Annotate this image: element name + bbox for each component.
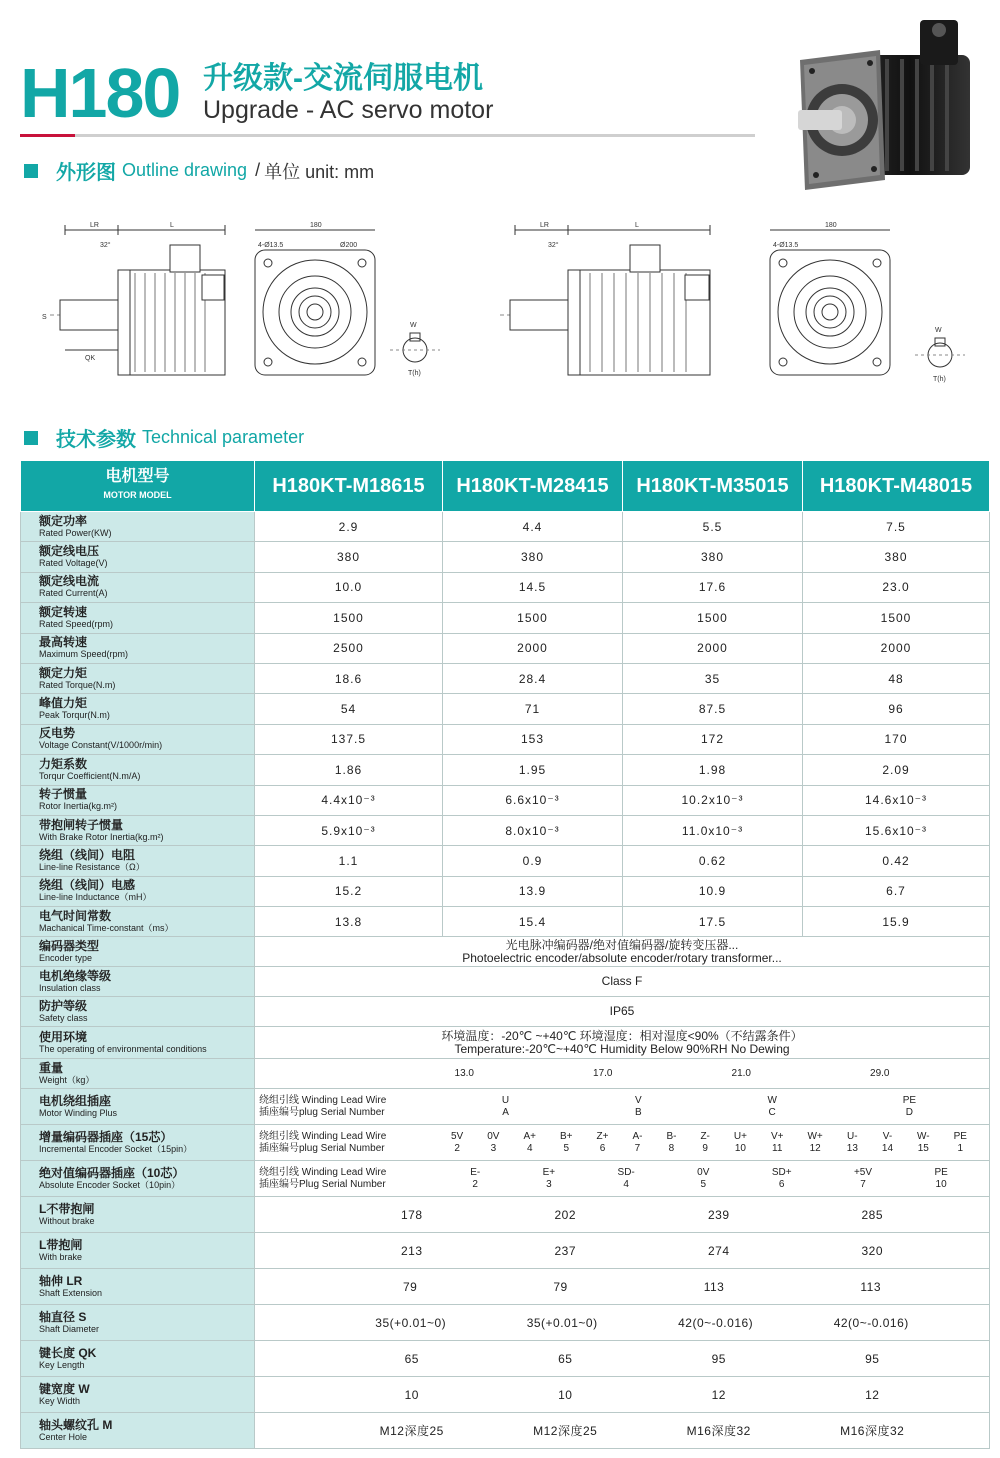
cell-value: 1.95 [443,755,623,785]
row-label: 绝对值编码器插座（10芯） Absolute Encoder Socket（10pin） [21,1161,255,1197]
cell-value: 0.9 [443,846,623,876]
dim-label-lr-2: LR [540,222,549,229]
spec-table [20,460,990,1449]
table-row [21,1377,990,1413]
cell-value: 48 [803,663,990,693]
cell-value: 1500 [255,603,443,633]
table-row [21,603,990,633]
front-view-drawing-2 [770,230,890,375]
cell-value: 87.5 [623,694,803,724]
dim-label-t-2: T(h) [933,376,946,383]
table-row [21,755,990,785]
header-divider [20,134,755,137]
pin-cell: 绕组引线 Winding Lead Wire 插座编号plug Serial Number U A V B W C PE D [255,1089,990,1125]
table-row [21,967,990,997]
outline-slash: / [255,160,261,180]
dim-label-qk-1: QK [85,355,96,362]
row-label: 最高转速 Maximum Speed(rpm) [21,633,255,663]
technical-section-title [24,423,304,452]
row-label: 绕组（线间）电感 Line-line Inductance（mH） [21,876,255,906]
cell-value: 0.42 [803,846,990,876]
row-label: 轴直径 S Shaft Diameter [21,1305,255,1341]
cell-value: 13.0 17.0 21.0 29.0 [255,1059,990,1089]
cell-value: IP65 [255,997,990,1027]
technical-title-cn: 技术参数 [56,429,136,451]
cell-value: 380 [443,542,623,572]
row-label: 重量 Weight（kg） [21,1059,255,1089]
dim-label-d2-1: Ø200 [340,242,358,249]
outline-drawings [30,215,970,395]
row-label: 额定功率 Rated Power(KW) [21,512,255,542]
cell-value: 380 [255,542,443,572]
cell-value: 35 [623,663,803,693]
row-label: L不带抱闸 Without brake [21,1197,255,1233]
cell-value: 96 [803,694,990,724]
servo-motor-photo [790,15,990,195]
table-header-row [21,461,990,512]
row-label: 防护等级 Safety class [21,997,255,1027]
table-row [21,1059,990,1089]
cell-value: 7.5 [803,512,990,542]
cell-value: 65 65 95 95 [255,1341,990,1377]
cell-value: 11.0x10⁻³ [623,815,803,845]
cell-value: 5.5 [623,512,803,542]
outline-unit: 单位 unit: mm [264,161,375,182]
table-row [21,1089,990,1125]
row-label: 额定转速 Rated Speed(rpm) [21,603,255,633]
outline-title-cn: 外形图 [56,162,116,184]
table-row [21,907,990,937]
table-row [21,1125,990,1161]
row-label: 绕组（线间）电阻 Line-line Resistance（Ω） [21,846,255,876]
cell-value: 15.4 [443,907,623,937]
cell-value: 178 202 239 285 [255,1197,990,1233]
cell-value: 172 [623,724,803,754]
cell-value: 137.5 [255,724,443,754]
cell-value: 14.5 [443,572,623,602]
cell-value: 2500 [255,633,443,663]
table-row [21,876,990,906]
table-row [21,633,990,663]
cell-value: M12深度25 M12深度25 M16深度32 M16深度32 [255,1413,990,1449]
front-view-drawing-1 [255,230,375,375]
cell-value: 4.4 [443,512,623,542]
row-label: 电气时间常数 Machanical Time-constant（ms） [21,907,255,937]
cell-value: 6.7 [803,876,990,906]
cell-value: 5.9x10⁻³ [255,815,443,845]
table-row [21,1413,990,1449]
title-chinese: 升级款-交流伺服电机 [203,62,483,95]
dim-label-d1-2: 180 [825,222,837,229]
model-header-2: H180KT-M28415 [443,461,623,512]
cell-value: 54 [255,694,443,724]
dim-label-t-1: T(h) [408,370,421,377]
cell-value: 17.6 [623,572,803,602]
row-label: 轴头螺纹孔 M Center Hole [21,1413,255,1449]
cell-value: 23.0 [803,572,990,602]
motor-model-header: 电机型号 MOTOR MODEL [21,461,255,512]
model-title: H180 [20,54,180,132]
cell-value: 380 [623,542,803,572]
pin-cell: 绕组引线 Winding Lead Wire 插座编号Plug Serial Number E- 2 E+ 3 SD- 4 0V 5 SD+ 6 +5V 7 PE 10 [255,1161,990,1197]
dim-label-bolts-1: 4-Ø13.5 [258,242,284,249]
dim-label-bolts-2: 4-Ø13.5 [773,242,799,249]
cell-value: 2.09 [803,755,990,785]
row-label: 键宽度 W Key Width [21,1377,255,1413]
row-label: 带抱闸转子惯量 With Brake Rotor Inertia(kg.m²) [21,815,255,845]
table-row [21,512,990,542]
dim-label-d1-1: 180 [310,222,322,229]
table-row [21,997,990,1027]
cell-value: 1500 [623,603,803,633]
cell-value: 17.5 [623,907,803,937]
cell-value: 18.6 [255,663,443,693]
cell-value: 1.1 [255,846,443,876]
cell-value: 213 237 274 320 [255,1233,990,1269]
table-row [21,815,990,845]
row-label: 轴伸 LR Shaft Extension [21,1269,255,1305]
cell-value: 15.9 [803,907,990,937]
table-row [21,785,990,815]
row-label: 电机绕组插座 Motor Winding Plus [21,1089,255,1125]
cell-value: 1500 [803,603,990,633]
table-row [21,937,990,967]
cell-value: 6.6x10⁻³ [443,785,623,815]
cell-value: 35(+0.01~0) 35(+0.01~0) 42(0~-0.016) 42(0~-0.016) [255,1305,990,1341]
dim-label-l-1: L [170,222,174,229]
outline-title-en: Outline drawing [122,160,248,180]
cell-value: 79 79 113 113 [255,1269,990,1305]
table-row [21,846,990,876]
row-label: 编码器类型 Encoder type [21,937,255,967]
cell-value: 1.86 [255,755,443,785]
shaft-section-drawing-2 [915,338,965,367]
cell-value: 4.4x10⁻³ [255,785,443,815]
row-label: 键长度 QK Key Length [21,1341,255,1377]
cell-value: 13.9 [443,876,623,906]
row-label: 额定线电压 Rated Voltage(V) [21,542,255,572]
cell-value: 14.6x10⁻³ [803,785,990,815]
table-row [21,1161,990,1197]
row-label: 增量编码器插座（15芯） Incremental Encoder Socket（15pin） [21,1125,255,1161]
cell-value: 2.9 [255,512,443,542]
cell-value: 1500 [443,603,623,633]
side-view-drawing-1 [50,225,225,375]
cell-value: 2000 [443,633,623,663]
dim-label-angle-2: 32° [548,242,559,249]
page-header [20,50,760,140]
row-label: 峰值力矩 Peak Torqur(N.m) [21,694,255,724]
table-row [21,1233,990,1269]
cell-value: 1.98 [623,755,803,785]
technical-title-en: Technical parameter [142,427,305,447]
cell-value: Class F [255,967,990,997]
row-label: 使用环境 The operating of environmental conditions [21,1027,255,1059]
table-row [21,572,990,602]
cell-value: 28.4 [443,663,623,693]
cell-value: 环境温度：-20℃ ~+40℃ 环境湿度：相对湿度<90%（不结露条件） Temperature:-20℃~+40℃ Humidity Below 90%RH No Dewing [255,1027,990,1059]
table-row [21,663,990,693]
cell-value: 10.2x10⁻³ [623,785,803,815]
section-square-icon [24,164,38,178]
cell-value: 光电脉冲编码器/绝对值编码器/旋转变压器... Photoelectric encoder/absolute encoder/rotary transformer... [255,937,990,967]
model-header-1: H180KT-M18615 [255,461,443,512]
table-row [21,694,990,724]
model-header-3: H180KT-M35015 [623,461,803,512]
outline-section-title [24,156,374,185]
side-view-drawing-2 [500,225,710,375]
table-row [21,1341,990,1377]
table-row [21,1269,990,1305]
table-row [21,724,990,754]
cell-value: 71 [443,694,623,724]
dim-label-lr-1: LR [90,222,99,229]
table-row [21,1197,990,1233]
dim-label-angle-1: 32° [100,242,111,249]
cell-value: 170 [803,724,990,754]
row-label: 电机绝缘等级 Insulation class [21,967,255,997]
dim-label-w-1: W [410,322,417,329]
table-row [21,1305,990,1341]
table-row [21,542,990,572]
cell-value: 15.2 [255,876,443,906]
cell-value: 153 [443,724,623,754]
row-label: L带抱闸 With brake [21,1233,255,1269]
cell-value: 8.0x10⁻³ [443,815,623,845]
cell-value: 0.62 [623,846,803,876]
model-header-4: H180KT-M48015 [803,461,990,512]
cell-value: 10.9 [623,876,803,906]
dim-label-w-2: W [935,327,942,334]
shaft-section-drawing-1 [390,333,440,362]
title-english: Upgrade - AC servo motor [203,96,494,124]
section-square-icon [24,431,38,445]
pin-cell: 绕组引线 Winding Lead Wire 插座编号plug Serial Number 5V 2 0V 3 A+ 4 B+ 5 Z+ 6 A- 7 B- 8 Z- 9 U+ 10 V+ 11 W+ 12 U- 13 V- 14 W- 15 PE 1 [255,1125,990,1161]
row-label: 额定线电流 Rated Current(A) [21,572,255,602]
cell-value: 13.8 [255,907,443,937]
cell-value: 10.0 [255,572,443,602]
table-row [21,1027,990,1059]
row-label: 力矩系数 Torqur Coefficient(N.m/A) [21,755,255,785]
dim-label-l-2: L [635,222,639,229]
cell-value: 2000 [623,633,803,663]
row-label: 反电势 Voltage Constant(V/1000r/min) [21,724,255,754]
cell-value: 10 10 12 12 [255,1377,990,1413]
dim-label-s-1: S [42,314,47,321]
cell-value: 2000 [803,633,990,663]
row-label: 额定力矩 Rated Torque(N.m) [21,663,255,693]
cell-value: 15.6x10⁻³ [803,815,990,845]
cell-value: 380 [803,542,990,572]
row-label: 转子惯量 Rotor Inertia(kg.m²) [21,785,255,815]
